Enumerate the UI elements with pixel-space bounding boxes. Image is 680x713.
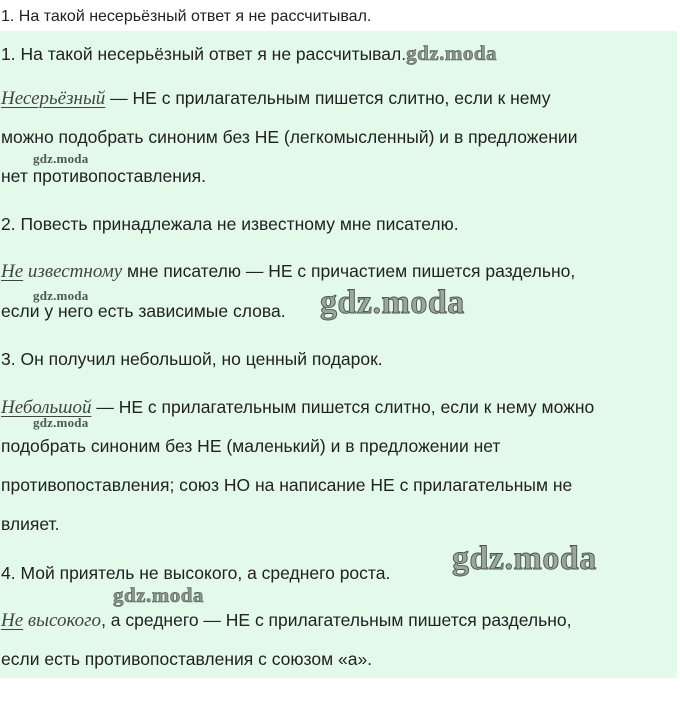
explanation-3-line-1 bbox=[1, 397, 594, 419]
sentence-3: 3. Он получил небольшой, но ценный подарок. bbox=[1, 349, 383, 369]
question-text: 1. На такой несерьёзный ответ я не рассчитывал. bbox=[1, 8, 372, 25]
sentence-1-text: 1. На такой несерьёзный ответ я не рассчитывал. bbox=[1, 44, 407, 64]
watermark: gdz.moda bbox=[33, 151, 89, 166]
sentence-1 bbox=[1, 41, 497, 66]
explanation-3-line-3: противопоставления; союз НО на написание НЕ с прилагательным не bbox=[1, 475, 573, 495]
explanation-1-line-1 bbox=[1, 88, 550, 110]
highlighted-word: Небольшой bbox=[1, 397, 92, 418]
watermark: gdz.moda bbox=[406, 41, 498, 65]
explanation-text: мне писателю — НЕ с причастием пишется раздельно, bbox=[122, 261, 576, 281]
highlighted-word: Не bbox=[1, 610, 24, 631]
sentence-2: 2. Повесть принадлежала не известному мне писателю. bbox=[1, 214, 459, 234]
explanation-3-line-2: подобрать синоним без НЕ (маленький) и в предложении нет bbox=[1, 436, 501, 456]
highlighted-word: Несерьёзный bbox=[1, 88, 106, 109]
watermark: gdz.moda bbox=[33, 415, 89, 430]
explanation-2-line-2: если у него есть зависимые слова. bbox=[1, 301, 286, 321]
explanation-1-line-2: можно подобрать синоним без НЕ (легкомысленный) и в предложении bbox=[1, 127, 578, 147]
highlighted-word: известному bbox=[23, 261, 123, 282]
watermark: gdz.moda bbox=[452, 540, 597, 577]
explanation-2-line-1 bbox=[1, 261, 575, 283]
explanation-text: , а среднего — НЕ с прилагательным пишется раздельно, bbox=[101, 610, 572, 630]
explanation-3-line-4: влияет. bbox=[1, 514, 60, 534]
explanation-text: — НЕ с прилагательным пишется слитно, если к нему bbox=[105, 88, 551, 108]
sentence-4: 4. Мой приятель не высокого, а среднего роста. bbox=[1, 563, 391, 583]
highlighted-word: Не bbox=[1, 261, 24, 282]
highlighted-word: высокого bbox=[23, 610, 102, 631]
explanation-4-line-2: если есть противопоставления с союзом «а». bbox=[1, 649, 373, 669]
watermark: gdz.moda bbox=[33, 288, 89, 303]
watermark: gdz.moda bbox=[113, 583, 204, 607]
watermark: gdz.moda bbox=[320, 284, 465, 321]
explanation-4-line-1 bbox=[1, 610, 571, 632]
explanation-1-line-3: нет противопоставления. bbox=[1, 166, 207, 186]
explanation-text: — НЕ с прилагательным пишется слитно, если к нему можно bbox=[91, 397, 595, 417]
